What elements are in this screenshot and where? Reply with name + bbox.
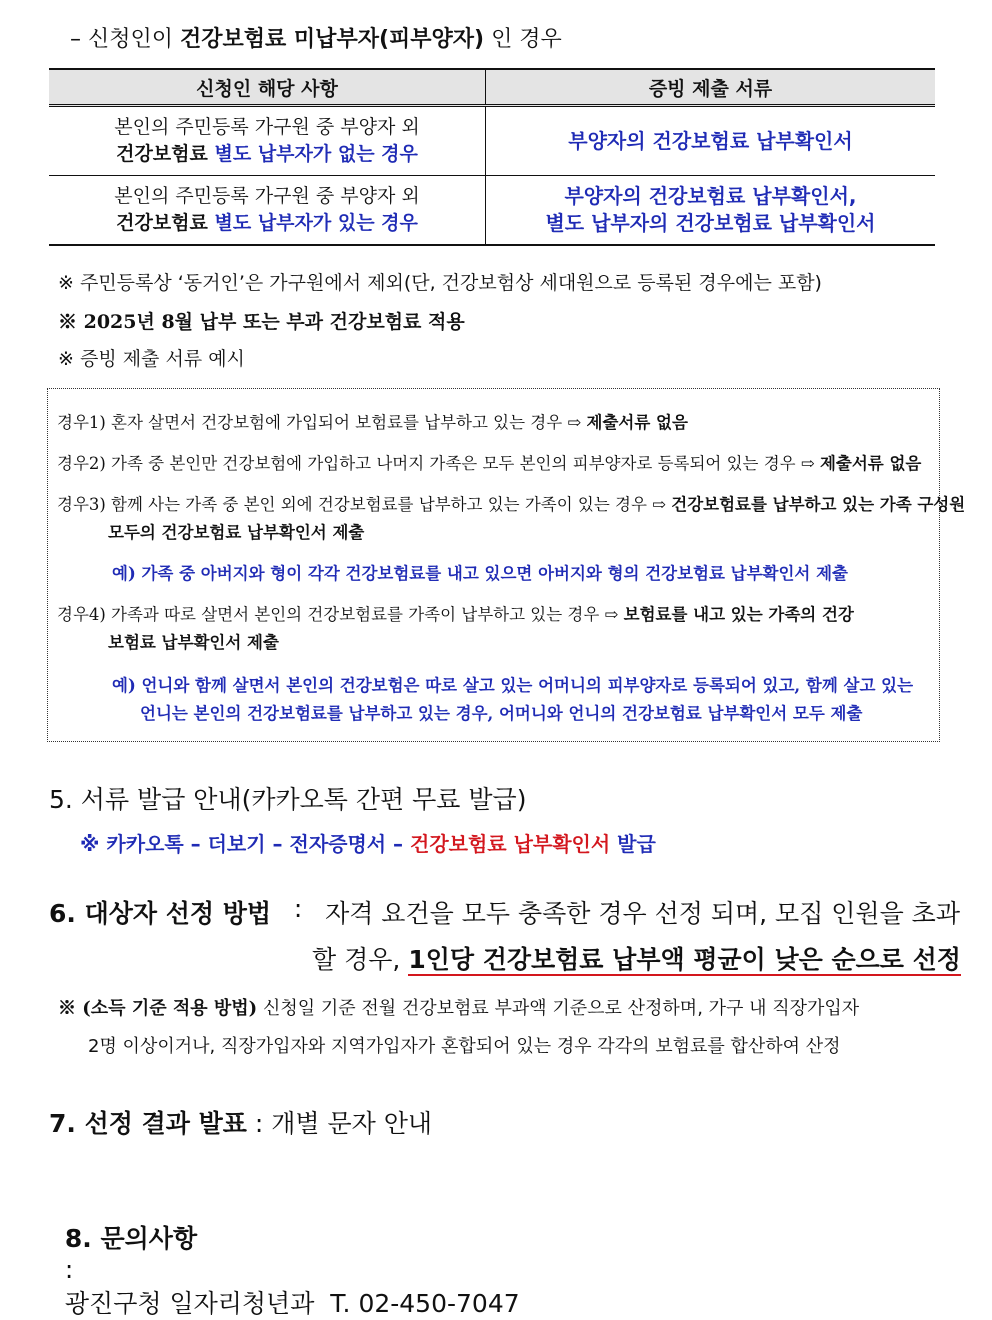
condition-line2-black: 건강보험료 [116, 212, 208, 234]
document-line: 별도 납부자의 건강보험료 납부확인서 [545, 211, 876, 235]
section6-note-bold: ※ (소득 기준 적용 방법) [58, 998, 258, 1019]
section5-path [80, 828, 656, 857]
section8 [49, 1190, 520, 1320]
condition-line2-black: 건강보험료 [116, 143, 208, 165]
section6-colon: : [293, 894, 303, 923]
table-row [49, 106, 935, 176]
section6-note-line2: 2명 이상이거나, 직장가입자와 지역가입자가 혼합되어 있는 경우 각각의 보험료를 합산하여 산정 [88, 1036, 841, 1057]
note-applied-period: ※ 2025년 8월 납부 또는 부과 건강보험료 적용 [58, 311, 465, 333]
table-cell-condition [49, 106, 486, 176]
case1-bold: 제출서류 없음 [586, 413, 688, 432]
case2-text: 경우2) 가족 중 본인만 건강보험에 가입하고 나머지 가족은 모두 본인의 피부양자로 등록되어 있는 경우 ⇨ [57, 454, 815, 473]
intro-pre: 신청인이 [88, 27, 174, 52]
condition-line2 [49, 141, 485, 168]
requirements-table [49, 68, 935, 246]
section7-colon: : [254, 1109, 264, 1138]
condition-line1: 본인의 주민등록 가구원 중 부양자 외 [114, 185, 420, 207]
section5-path-end: 발급 [617, 832, 656, 856]
section5-path-red: 건강보험료 납부확인서 [410, 832, 611, 856]
condition-line2-blue: 별도 납부자가 있는 경우 [214, 212, 418, 234]
section7-text: 개별 문자 안내 [271, 1109, 433, 1138]
section6-note-text1: 신청일 기준 전월 건강보험료 부과액 기준으로 산정하며, 가구 내 직장가입자 [262, 998, 860, 1019]
document-line: 부양자의 건강보험료 납부확인서, [564, 184, 857, 208]
case4 [57, 601, 854, 625]
section8-colon: : [64, 1255, 74, 1284]
section6-line1 [49, 894, 960, 930]
section5-path-blue: ※ 카카오톡 – 더보기 – 전자증명서 – [80, 832, 404, 856]
section7-title: 7. 선정 결과 발표 [49, 1109, 247, 1138]
section6-line2 [312, 940, 961, 976]
case3 [57, 491, 965, 515]
case2-bold: 제출서류 없음 [819, 454, 922, 473]
section6-note-line1 [58, 994, 859, 1020]
case1-text: 경우1) 혼자 살면서 건강보험에 가입되어 보험료를 납부하고 있는 경우 ⇨ [57, 413, 582, 432]
section6-line2-pre: 할 경우, [312, 945, 401, 974]
document-line: 부양자의 건강보험료 납부확인서 [568, 128, 853, 153]
case3-bold1: 건강보험료를 납부하고 있는 가족 구성원 [671, 495, 966, 514]
case2 [57, 450, 921, 474]
case4-text: 경우4) 가족과 따로 살면서 본인의 건강보험료를 가족이 납부하고 있는 경우 ⇨ [57, 605, 619, 624]
condition-line2-blue: 별도 납부자가 없는 경우 [214, 143, 418, 165]
examples-box [47, 388, 966, 742]
table-cell-document [486, 176, 936, 246]
intro-line [70, 22, 562, 53]
section7 [49, 1104, 432, 1140]
case3-bold2: 모두의 건강보험료 납부확인서 제출 [108, 523, 365, 542]
table-header-row [49, 69, 935, 106]
case3-text: 경우3) 함께 사는 가족 중 본인 외에 건강보험료를 납부하고 있는 가족이 있는 경우 ⇨ [57, 495, 666, 514]
table-header-applicant: 신청인 해당 사항 [49, 69, 486, 106]
intro-bold: 건강보험료 미납부자(피부양자) [180, 27, 485, 52]
intro-dash: – [70, 27, 81, 52]
section8-text: 광진구청 일자리청년과 T. 02-450-7047 [64, 1289, 520, 1318]
section5-title: 5. 서류 발급 안내(카카오톡 간편 무료 발급) [49, 785, 527, 814]
section6-title: 6. 대상자 선정 방법 [49, 899, 272, 928]
intro-post: 인 경우 [491, 27, 562, 52]
table-cell-condition [49, 176, 486, 246]
case4-example-line1: 예) 언니와 함께 살면서 본인의 건강보험은 따로 살고 있는 어머니의 피부양자로 등록되어 있고, 함께 살고 있는 [112, 676, 914, 695]
table-row [49, 176, 935, 246]
table-cell-document [486, 106, 936, 176]
case3-example: 예) 가족 중 아버지와 형이 각각 건강보험료를 내고 있으면 아버지와 형의 건강보험료 납부확인서 제출 [112, 564, 848, 583]
case4-example-line2: 언니는 본인의 건강보험료를 납부하고 있는 경우, 어머니와 언니의 건강보험료 납부확인서 모두 제출 [140, 704, 863, 723]
note-examples-heading: ※ 증빙 제출 서류 예시 [58, 348, 245, 370]
note-cohabitant: ※ 주민등록상 ‘동거인’은 가구원에서 제외(단, 건강보험상 세대원으로 등록된 경우에는 포함) [58, 272, 822, 294]
section8-title: 8. 문의사항 [64, 1224, 198, 1253]
table-header-documents: 증빙 제출 서류 [486, 69, 936, 106]
section6-text1: 자격 요건을 모두 충족한 경우 선정 되며, 모집 인원을 초과 [325, 899, 960, 928]
condition-line1: 본인의 주민등록 가구원 중 부양자 외 [114, 116, 420, 138]
case1 [57, 409, 688, 433]
case4-bold1: 보험료를 내고 있는 가족의 건강 [623, 605, 854, 624]
condition-line2 [49, 210, 485, 237]
case4-bold2: 보험료 납부확인서 제출 [108, 633, 279, 652]
section6-criteria: 1인당 건강보험료 납부액 평균이 낮은 순으로 선정 [408, 945, 961, 974]
